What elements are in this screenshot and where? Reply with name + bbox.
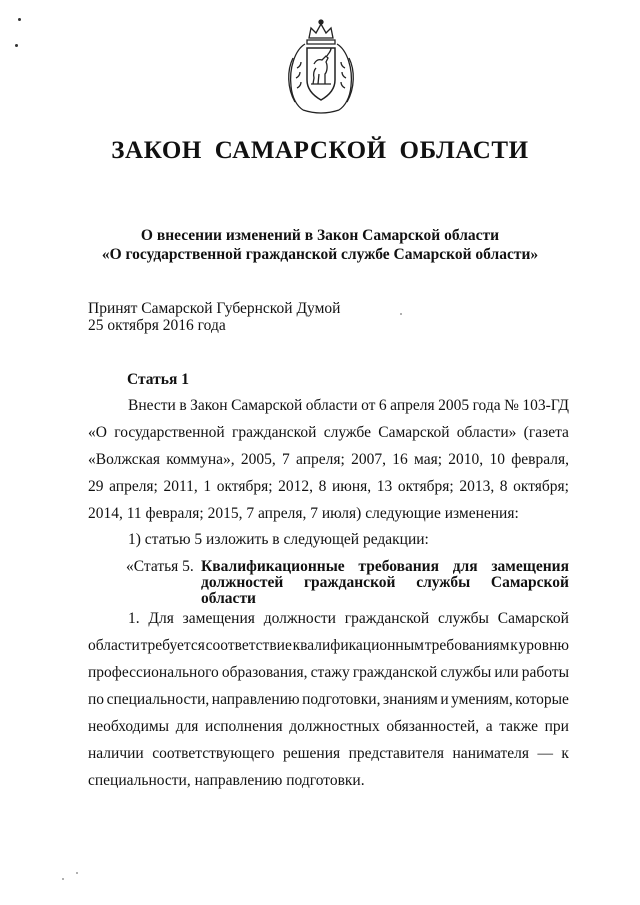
word: июня, <box>331 478 372 495</box>
article-intro-line <box>88 451 569 469</box>
word: 8 <box>318 478 327 495</box>
word: требованиям <box>424 637 510 654</box>
word: — <box>537 745 553 762</box>
word: необходимы <box>88 718 170 735</box>
word: 29 <box>88 478 104 495</box>
word: должностных <box>289 718 380 735</box>
word: гражданской <box>304 574 396 591</box>
word: при <box>544 718 569 735</box>
word: коммуна», <box>166 451 235 468</box>
word: 1. <box>128 610 140 627</box>
word: для <box>452 558 478 575</box>
word: 2012, <box>278 478 314 495</box>
quoted-article-title-line <box>201 574 569 592</box>
subtitle-line-1: О внесении изменений в Закон Самарской области <box>140 227 500 244</box>
word: профессионального <box>88 664 219 681</box>
word: гражданской <box>352 664 438 681</box>
word: 7 <box>282 451 290 468</box>
word: также <box>499 718 538 735</box>
word: специальности, <box>106 691 210 708</box>
adopted-by: Принят Самарской Губернской Думой <box>88 300 341 317</box>
word: гражданской <box>344 610 430 627</box>
paragraph-line <box>88 691 569 709</box>
law-title: ЗАКОН САМАРСКОЙ ОБЛАСТИ <box>111 137 529 164</box>
word: требуется <box>140 637 205 654</box>
word: области» <box>456 424 517 441</box>
word: № <box>504 397 519 414</box>
coat-of-arms-icon <box>283 18 359 118</box>
article-intro-line <box>88 424 569 442</box>
word: апреля; <box>109 478 158 495</box>
word: стажу <box>310 664 350 681</box>
paragraph-line <box>128 610 569 628</box>
word: от <box>361 397 376 414</box>
article-heading: Статья 1 <box>127 371 189 388</box>
word: соответствие <box>205 637 292 654</box>
word: октября; <box>216 478 273 495</box>
word: Закон <box>190 397 228 414</box>
word: октября; <box>513 478 569 495</box>
word: должности <box>263 610 336 627</box>
subtitle-line-2: «О государственной гражданской службе Самарской области» <box>101 246 539 263</box>
word: Квалификационные <box>201 558 345 575</box>
word: 6 <box>378 397 387 414</box>
word: по <box>88 691 105 708</box>
word: службы <box>440 664 492 681</box>
word: замещения <box>491 558 569 575</box>
word: обязанностей, <box>386 718 480 735</box>
word: Самарской <box>231 397 303 414</box>
word: к <box>561 745 569 762</box>
word: квалификационным <box>292 637 424 654</box>
word: «Волжская <box>88 451 160 468</box>
word: умениям, <box>451 691 513 708</box>
word: должностей <box>201 574 284 591</box>
word: подготовки, <box>302 691 381 708</box>
word: наличии <box>88 745 144 762</box>
word: к <box>510 637 518 654</box>
word: требования <box>358 558 439 575</box>
word: службы <box>416 574 471 591</box>
word: замещения <box>182 610 255 627</box>
word: Самарской <box>490 574 569 591</box>
word: апреля; <box>296 451 345 468</box>
word: исполнения <box>205 718 283 735</box>
word: гражданской <box>232 424 317 441</box>
word: октября; <box>397 478 454 495</box>
word: а <box>485 718 493 735</box>
word: (газета <box>523 424 569 441</box>
word: 2010, <box>448 451 484 468</box>
word: Внести <box>128 397 176 414</box>
word: государственной <box>114 424 225 441</box>
word: 13 <box>376 478 393 495</box>
word: 2005 <box>438 397 470 414</box>
word: 2011, <box>163 478 198 495</box>
word: которые <box>515 691 569 708</box>
scan-speck <box>400 313 402 315</box>
quoted-article-label: «Статья 5. <box>126 558 194 575</box>
word: Самарской <box>497 610 569 627</box>
word: службы <box>437 610 489 627</box>
word: образования, <box>221 664 308 681</box>
word: февраля, <box>511 451 569 468</box>
article-intro-line <box>88 478 569 496</box>
paragraph-line: специальности, направлению подготовки. <box>88 772 365 789</box>
word: решения <box>282 745 341 762</box>
word: нанимателя <box>452 745 529 762</box>
word: 103-ГД <box>522 397 569 414</box>
word: знаниям <box>382 691 438 708</box>
word: области <box>88 637 140 654</box>
scan-speck <box>62 878 64 880</box>
word: для <box>175 718 199 735</box>
word: уровню <box>518 637 569 654</box>
paragraph-line <box>88 637 569 655</box>
word: 10 <box>489 451 505 468</box>
scan-speck <box>18 18 21 21</box>
scan-speck <box>15 44 18 47</box>
word: 2005, <box>240 451 276 468</box>
word: 2013, <box>459 478 495 495</box>
word: представителя <box>348 745 445 762</box>
word: 16 <box>392 451 408 468</box>
article-intro-line <box>128 397 569 415</box>
word: направлению <box>211 691 300 708</box>
scan-speck <box>76 872 78 874</box>
word: апреля <box>390 397 435 414</box>
paragraph-line <box>88 664 569 682</box>
paragraph-line <box>88 718 569 736</box>
word: и <box>440 691 449 708</box>
article-intro-line: 2014, 11 февраля; 2015, 7 апреля, 7 июля) следующие изменения: <box>88 505 519 522</box>
word: или <box>494 664 519 681</box>
word: 2007, <box>351 451 386 468</box>
paragraph-line <box>88 745 569 763</box>
word: службе <box>323 424 371 441</box>
word: Для <box>148 610 174 627</box>
amendment-item: 1) статью 5 изложить в следующей редакции: <box>128 531 429 548</box>
word: 1 <box>203 478 212 495</box>
word: Самарской <box>378 424 450 441</box>
word: 8 <box>499 478 508 495</box>
word: области <box>305 397 358 414</box>
word: года <box>472 397 501 414</box>
word: «О <box>88 424 107 441</box>
word: соответствующего <box>152 745 275 762</box>
adopted-date: 25 октября 2016 года <box>88 317 226 334</box>
word: в <box>179 397 187 414</box>
word: работы <box>521 664 569 681</box>
quoted-article-title-line: области <box>201 590 256 607</box>
word: мая; <box>414 451 443 468</box>
